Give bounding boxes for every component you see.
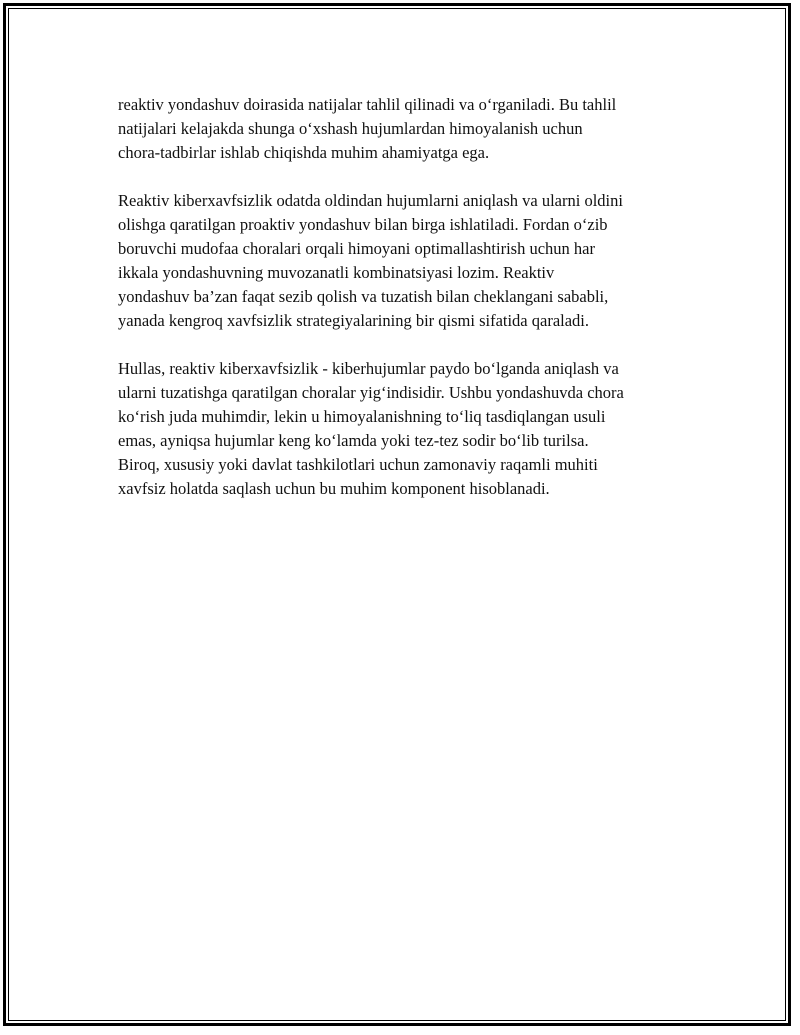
paragraph-line: reaktiv yondashuv doirasida natijalar tahlil qilinadi va o‘rganiladi. Bu tahlil: [118, 95, 617, 114]
paragraph-line: xavfsiz holatda saqlash uchun bu muhim komponent hisoblanadi.: [118, 479, 550, 498]
paragraph-1: [118, 93, 688, 165]
paragraph-line: yondashuv ba’zan faqat sezib qolish va tuzatish bilan cheklangani sababli,: [118, 287, 609, 306]
paragraph-line: Reaktiv kiberxavfsizlik odatda oldindan hujumlarni aniqlash va ularni oldini: [118, 191, 623, 210]
paragraph-line: ko‘rish juda muhimdir, lekin u himoyalanishning to‘liq tasdiqlangan usuli: [118, 407, 606, 426]
paragraph-3: [118, 357, 688, 501]
paragraph-line: emas, ayniqsa hujumlar keng ko‘lamda yoki tez-tez sodir bo‘lib turilsa.: [118, 431, 589, 450]
paragraph-line: boruvchi mudofaa choralari orqali himoyani optimallashtirish uchun har: [118, 239, 595, 258]
paragraph-line: olishga qaratilgan proaktiv yondashuv bilan birga ishlatiladi. Fordan o‘zib: [118, 215, 608, 234]
paragraph-line: chora-tadbirlar ishlab chiqishda muhim ahamiyatga ega.: [118, 143, 490, 162]
paragraph-line: Biroq, xususiy yoki davlat tashkilotlari uchun zamonaviy raqamli muhiti: [118, 455, 598, 474]
paragraph-line: ularni tuzatishga qaratilgan choralar yig‘indisidir. Ushbu yondashuvda chora: [118, 383, 624, 402]
paragraph-line: yanada kengroq xavfsizlik strategiyalarining bir qismi sifatida qaraladi.: [118, 311, 590, 330]
paragraph-line: natijalari kelajakda shunga o‘xshash hujumlardan himoyalanish uchun: [118, 119, 583, 138]
document-body: [118, 93, 688, 525]
paragraph-2: [118, 189, 688, 333]
paragraph-line: ikkala yondashuvning muvozanatli kombinatsiyasi lozim. Reaktiv: [118, 263, 555, 282]
paragraph-line: Hullas, reaktiv kiberxavfsizlik - kiberhujumlar paydo bo‘lganda aniqlash va: [118, 359, 619, 378]
